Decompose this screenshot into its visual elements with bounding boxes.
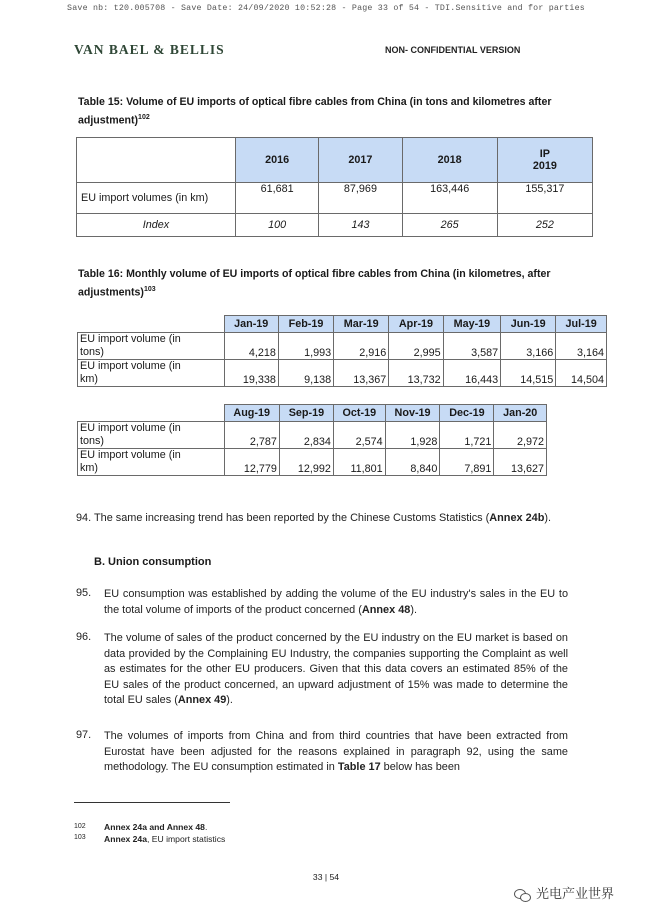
km-cell: 12,779: [224, 449, 279, 476]
month-header: Jun-19: [501, 316, 556, 333]
table15-row-label: EU import volumes (in km): [77, 183, 236, 214]
km-cell: 7,891: [440, 449, 494, 476]
month-header: Nov-19: [385, 405, 440, 422]
paragraph-95: EU consumption was established by adding the volume of the EU industry's sales in the EU to the total volume of imports of the product concerned (Annex 48).: [104, 588, 568, 616]
table15-caption: Table 15: Volume of EU imports of optical fibre cables from China (in tons and kilometres after adjustment)$^{102}$: [78, 96, 552, 127]
tons-cell: 3,166: [501, 333, 556, 360]
table16-corner: [78, 405, 225, 422]
table16-caption: Table 16: Monthly volume of EU imports of optical fibre cables from China (in kilometres, after adjustments)$^{103}$: [78, 268, 551, 299]
km-cell: 11,801: [333, 449, 385, 476]
paragraph-96: The volume of sales of the product concerned by the EU industry on the EU market is based on data provided by the Complaining EU Industry, the companies supporting the Complaint as well as estimates for the other EU producers. Given that this data covers an estimated 85% of the EU sales of the product concerned, an upward adjustment of 15% was made to determine the total EU sales (Annex 49).: [104, 632, 568, 706]
footnote-number: 102: [74, 823, 86, 830]
tons-cell: 4,218: [224, 333, 278, 360]
row-label-tons: EU import volume (in tons): [78, 422, 225, 449]
tons-cell: 1,721: [440, 422, 494, 449]
table16-part2: [77, 404, 547, 476]
month-header: Dec-19: [440, 405, 494, 422]
table15-cell: 163,446: [402, 183, 497, 214]
tons-cell: 1,993: [278, 333, 333, 360]
tons-cell: 2,834: [279, 422, 333, 449]
table15: [76, 137, 593, 237]
paragraph-number: 94.: [76, 512, 92, 524]
table15-corner: [77, 138, 236, 183]
month-header: Jan-19: [224, 316, 278, 333]
month-header: Aug-19: [224, 405, 279, 422]
km-cell: 13,367: [334, 360, 389, 387]
row-label-km: EU import volume (in km): [78, 360, 225, 387]
firm-name: VAN BAEL & BELLIS: [74, 42, 225, 57]
tons-cell: 3,587: [443, 333, 500, 360]
tons-cell: 2,972: [494, 422, 547, 449]
wechat-icon: [514, 888, 532, 902]
tons-cell: 2,787: [224, 422, 279, 449]
table15-col-header: 2016: [236, 138, 319, 183]
table15-col-header: IP 2019: [497, 138, 592, 183]
confidentiality-label: NON- CONFIDENTIAL VERSION: [385, 45, 521, 55]
km-cell: 19,338: [224, 360, 278, 387]
paragraph-number: 96.: [76, 631, 92, 643]
table15-cell: 100: [236, 214, 319, 237]
km-cell: 14,504: [556, 360, 607, 387]
km-cell: 16,443: [443, 360, 500, 387]
table16-corner: [78, 316, 225, 333]
tons-cell: 2,995: [389, 333, 443, 360]
month-header: Oct-19: [333, 405, 385, 422]
month-header: Mar-19: [334, 316, 389, 333]
km-cell: 12,992: [279, 449, 333, 476]
km-cell: 8,840: [385, 449, 440, 476]
month-header: Sep-19: [279, 405, 333, 422]
table15-cell: 265: [402, 214, 497, 237]
month-header: Apr-19: [389, 316, 443, 333]
footnote: Annex 24a, EU import statistics: [104, 834, 226, 844]
table15-col-header: 2017: [319, 138, 402, 183]
table15-cell: 87,969: [319, 183, 402, 214]
row-label-km: EU import volume (in km): [78, 449, 225, 476]
month-header: Jul-19: [556, 316, 607, 333]
tons-cell: 1,928: [385, 422, 440, 449]
table15-row-label: Index: [77, 214, 236, 237]
km-cell: 13,732: [389, 360, 443, 387]
footnote-separator: [74, 802, 230, 803]
table15-cell: 61,681: [236, 183, 319, 214]
footnote: Annex 24a and Annex 48.: [104, 822, 208, 832]
tons-cell: 3,164: [556, 333, 607, 360]
month-header: Jan-20: [494, 405, 547, 422]
tons-cell: 2,916: [334, 333, 389, 360]
paragraph-number: 95.: [76, 587, 92, 599]
watermark: 光电产业世界: [514, 883, 614, 902]
tons-cell: 2,574: [333, 422, 385, 449]
footnote-number: 103: [74, 834, 86, 841]
km-cell: 14,515: [501, 360, 556, 387]
month-header: May-19: [443, 316, 500, 333]
paragraph-97: The volumes of imports from China and from third countries that have been extracted from Eurostat have been adjusted for the reasons explained in paragraph 92, using the same methodology. The EU consumption estimated in Table 17 below has been: [104, 730, 568, 773]
table15-col-header: 2018: [402, 138, 497, 183]
table15-cell: 155,317: [497, 183, 592, 214]
save-stamp: Save nb: t20.005708 - Save Date: 24/09/2020 10:52:28 - Page 33 of 54 - TDI.Sensitive and for parties: [67, 4, 585, 13]
table15-cell: 143: [319, 214, 402, 237]
km-cell: 9,138: [278, 360, 333, 387]
page-number: 33 | 54: [312, 872, 340, 882]
km-cell: 13,627: [494, 449, 547, 476]
section-heading: B. Union consumption: [94, 556, 212, 568]
month-header: Feb-19: [278, 316, 333, 333]
table15-cell: 252: [497, 214, 592, 237]
paragraph-94: 94. The same increasing trend has been reported by the Chinese Customs Statistics (Annex 24b).: [76, 512, 552, 524]
table16-part1: [77, 315, 607, 387]
row-label-tons: EU import volume (in tons): [78, 333, 225, 360]
paragraph-number: 97.: [76, 729, 92, 741]
